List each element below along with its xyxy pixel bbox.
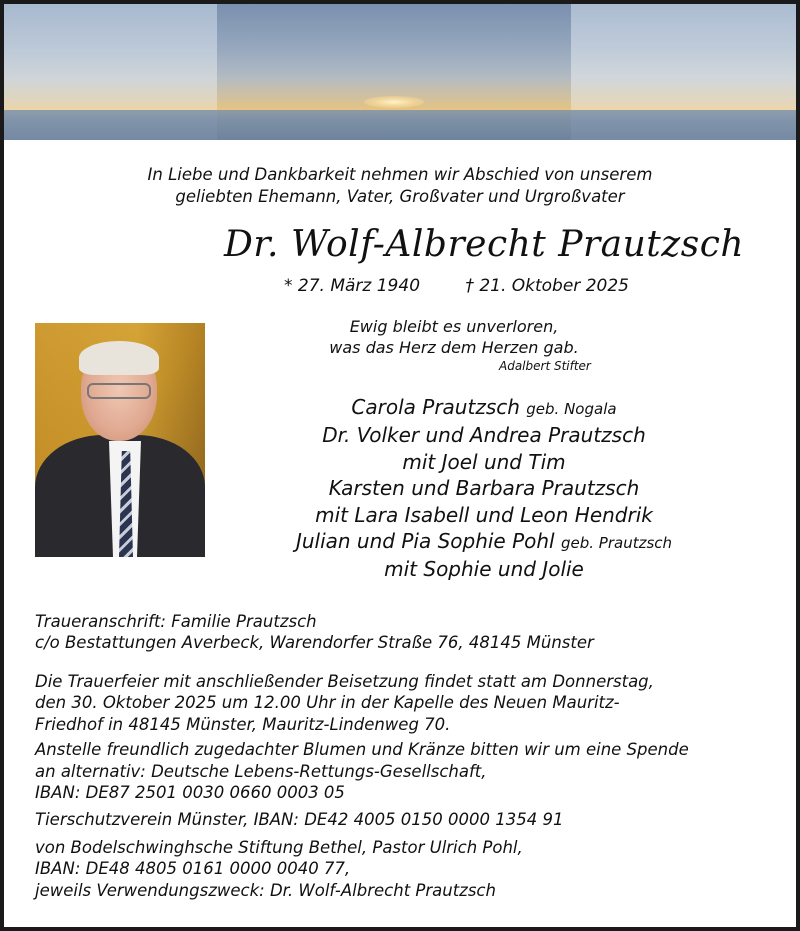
quote-line: Ewig bleibt es unverloren, bbox=[349, 317, 559, 336]
life-dates bbox=[284, 276, 684, 296]
quote-author: Adalbert Stifter bbox=[499, 359, 591, 373]
deceased-name: Dr. Wolf-Albrecht Prautzsch bbox=[223, 224, 745, 265]
family-line: mit Lara Isabell und Leon Hendrik bbox=[315, 502, 653, 527]
family-line: mit Sophie und Jolie bbox=[384, 557, 584, 582]
service-line: Die Trauerfeier mit anschließender Beisetzung findet statt am Donnerstag, bbox=[35, 672, 654, 691]
family-line: Carola Prautzsch geb. Nogala bbox=[351, 395, 617, 419]
obituary-page bbox=[4, 4, 796, 927]
service-line: jeweils Verwendungszweck: Dr. Wolf-Albrecht Prautzsch bbox=[35, 880, 496, 900]
intro-line: In Liebe und Dankbarkeit nehmen wir Abschied von unserem bbox=[147, 165, 653, 184]
family-line: Julian und Pia Sophie Pohl geb. Prautzsch bbox=[295, 529, 673, 554]
family-line: Dr. Volker und Andrea Prautzsch bbox=[322, 423, 646, 448]
family-line: Karsten und Barbara Prautzsch bbox=[328, 476, 640, 501]
sea-sunset-banner bbox=[4, 4, 796, 140]
birth-date: * 27. März 1940 bbox=[284, 276, 421, 296]
sea-horizon bbox=[4, 110, 796, 140]
glasses bbox=[87, 383, 151, 399]
sun-glow bbox=[364, 96, 424, 108]
family-line: mit Joel und Tim bbox=[402, 449, 566, 474]
address-line: Traueranschrift: Familie Prautzsch bbox=[35, 612, 317, 631]
service-line: Anstelle freundlich zugedachter Blumen und Kränze bitten wir um eine Spende bbox=[35, 740, 689, 760]
service-line: Tierschutzverein Münster, IBAN: DE42 4005 0150 0000 1354 91 bbox=[35, 810, 564, 830]
death-date: † 21. Oktober 2025 bbox=[465, 276, 629, 296]
service-line: Friedhof in 48145 Münster, Mauritz-Lindenweg 70. bbox=[35, 714, 451, 734]
family-list bbox=[204, 394, 764, 583]
service-line: IBAN: DE87 2501 0030 0660 0003 05 bbox=[35, 783, 345, 803]
quote-line: was das Herz dem Herzen gab. bbox=[329, 338, 579, 357]
hair bbox=[79, 341, 159, 375]
service-line: an alternativ: Deutsche Lebens-Rettungs-Gesellschaft, bbox=[35, 761, 487, 781]
address-line: c/o Bestattungen Averbeck, Warendorfer Straße 76, 48145 Münster bbox=[35, 633, 594, 653]
mourning-address bbox=[35, 611, 785, 654]
intro-text bbox=[4, 164, 796, 208]
quote bbox=[234, 316, 674, 358]
service-line: von Bodelschwinghsche Stiftung Bethel, Pastor Ulrich Pohl, bbox=[35, 837, 523, 857]
portrait-photo bbox=[35, 323, 205, 557]
service-line: den 30. Oktober 2025 um 12.00 Uhr in der Kapelle des Neuen Mauritz- bbox=[35, 693, 620, 713]
intro-line: geliebten Ehemann, Vater, Großvater und Urgroßvater bbox=[175, 187, 625, 206]
service-info bbox=[35, 671, 785, 901]
service-line: IBAN: DE48 4805 0161 0000 0040 77, bbox=[35, 859, 351, 879]
